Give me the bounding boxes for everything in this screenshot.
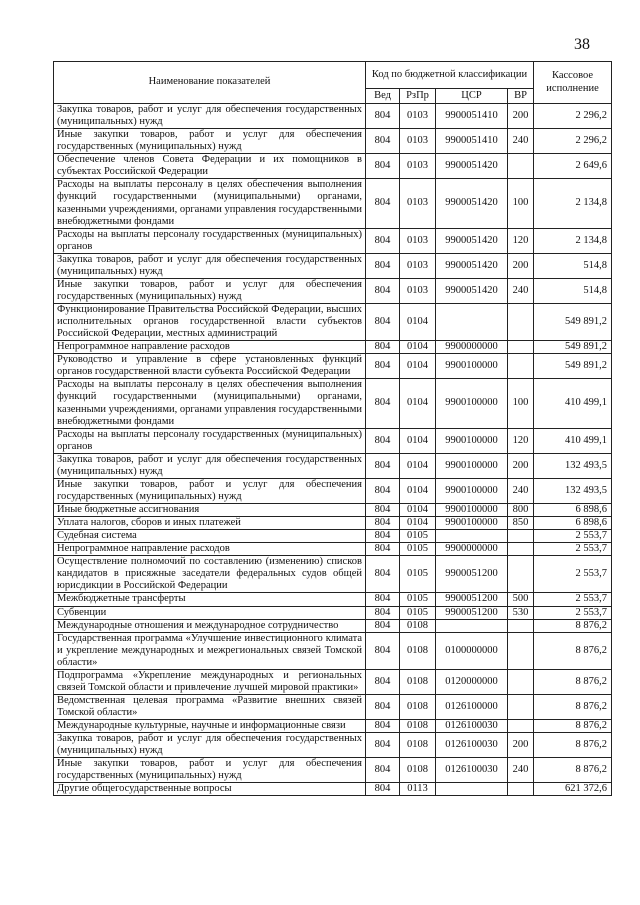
- row-amount: 8 876,2: [534, 669, 612, 694]
- row-name: Закупка товаров, работ и услуг для обеспечения государственных (муниципальных) нужд: [54, 453, 366, 478]
- row-csr: [436, 619, 508, 632]
- row-vr: 240: [508, 758, 534, 783]
- row-name: Иные закупки товаров, работ и услуг для обеспечения государственных (муниципальных) нужд: [54, 758, 366, 783]
- row-amount: 2 553,7: [534, 556, 612, 593]
- row-csr: 9900051200: [436, 556, 508, 593]
- row-ved: 804: [366, 341, 400, 354]
- row-ved: 804: [366, 593, 400, 606]
- row-ved: 804: [366, 453, 400, 478]
- row-csr: 0126100000: [436, 694, 508, 719]
- table-row: [54, 253, 612, 278]
- row-ved: 804: [366, 669, 400, 694]
- row-rzpr: 0103: [400, 154, 436, 179]
- row-amount: 514,8: [534, 253, 612, 278]
- row-csr: 9900051410: [436, 129, 508, 154]
- row-amount: 8 876,2: [534, 733, 612, 758]
- row-vr: 240: [508, 129, 534, 154]
- row-csr: 9900100000: [436, 478, 508, 503]
- row-name: Межбюджетные трансферты: [54, 593, 366, 606]
- row-ved: 804: [366, 354, 400, 379]
- row-csr: 9900100000: [436, 517, 508, 530]
- row-name: Закупка товаров, работ и услуг для обеспечения государственных (муниципальных) нужд: [54, 104, 366, 129]
- row-name: Ведомственная целевая программа «Развитие внешних связей Томской области»: [54, 694, 366, 719]
- row-name: Иные закупки товаров, работ и услуг для обеспечения государственных (муниципальных) нужд: [54, 129, 366, 154]
- row-csr: 9900051200: [436, 593, 508, 606]
- row-amount: 6 898,6: [534, 517, 612, 530]
- row-rzpr: 0105: [400, 593, 436, 606]
- table-row: [54, 632, 612, 669]
- table-row: [54, 154, 612, 179]
- row-csr: 9900051410: [436, 104, 508, 129]
- row-ved: 804: [366, 783, 400, 796]
- table-row: [54, 179, 612, 228]
- row-csr: 9900051420: [436, 278, 508, 303]
- row-csr: 9900000000: [436, 543, 508, 556]
- row-vr: [508, 341, 534, 354]
- row-amount: 2 296,2: [534, 104, 612, 129]
- row-ved: 804: [366, 304, 400, 341]
- row-rzpr: 0108: [400, 733, 436, 758]
- row-vr: 100: [508, 179, 534, 228]
- row-amount: 2 553,7: [534, 530, 612, 543]
- row-rzpr: 0105: [400, 556, 436, 593]
- row-vr: [508, 530, 534, 543]
- row-rzpr: 0108: [400, 619, 436, 632]
- row-ved: 804: [366, 278, 400, 303]
- row-vr: 240: [508, 478, 534, 503]
- row-amount: 132 493,5: [534, 453, 612, 478]
- row-vr: 100: [508, 379, 534, 428]
- row-csr: 9900100000: [436, 354, 508, 379]
- row-amount: 2 553,7: [534, 593, 612, 606]
- row-name: Функционирование Правительства Российской Федерации, высших исполнительных органов государственной власти субъектов Российской Федерации, местных администраций: [54, 304, 366, 341]
- row-ved: 804: [366, 428, 400, 453]
- table-row: [54, 619, 612, 632]
- row-csr: 9900051420: [436, 154, 508, 179]
- table-row: [54, 733, 612, 758]
- row-vr: [508, 783, 534, 796]
- row-vr: 120: [508, 428, 534, 453]
- header-vr: ВР: [508, 89, 534, 104]
- row-ved: 804: [366, 543, 400, 556]
- row-ved: 804: [366, 733, 400, 758]
- row-ved: 804: [366, 253, 400, 278]
- table-row: [54, 720, 612, 733]
- row-ved: 804: [366, 478, 400, 503]
- row-ved: 804: [366, 720, 400, 733]
- row-ved: 804: [366, 104, 400, 129]
- row-vr: 240: [508, 278, 534, 303]
- row-vr: 200: [508, 104, 534, 129]
- table-row: [54, 379, 612, 428]
- row-rzpr: 0103: [400, 278, 436, 303]
- budget-table: [53, 61, 612, 796]
- row-csr: [436, 783, 508, 796]
- row-amount: 621 372,6: [534, 783, 612, 796]
- row-ved: 804: [366, 619, 400, 632]
- row-rzpr: 0113: [400, 783, 436, 796]
- row-vr: [508, 543, 534, 556]
- table-row: [54, 453, 612, 478]
- row-csr: 0126100030: [436, 720, 508, 733]
- row-rzpr: 0104: [400, 453, 436, 478]
- header-ved: Вед: [366, 89, 400, 104]
- row-rzpr: 0108: [400, 694, 436, 719]
- row-vr: [508, 304, 534, 341]
- row-ved: 804: [366, 379, 400, 428]
- row-amount: 8 876,2: [534, 694, 612, 719]
- row-name: Обеспечение членов Совета Федерации и их помощников в субъектах Российской Федерации: [54, 154, 366, 179]
- row-vr: [508, 619, 534, 632]
- row-csr: [436, 530, 508, 543]
- row-rzpr: 0105: [400, 606, 436, 619]
- row-amount: 6 898,6: [534, 504, 612, 517]
- table-row: [54, 530, 612, 543]
- row-vr: [508, 556, 534, 593]
- row-ved: 804: [366, 530, 400, 543]
- header-rzpr: РзПр: [400, 89, 436, 104]
- row-amount: 410 499,1: [534, 379, 612, 428]
- row-vr: 200: [508, 453, 534, 478]
- row-name: Закупка товаров, работ и услуг для обеспечения государственных (муниципальных) нужд: [54, 733, 366, 758]
- row-csr: 9900100000: [436, 379, 508, 428]
- row-csr: 9900000000: [436, 341, 508, 354]
- row-name: Расходы на выплаты персоналу в целях обеспечения выполнения функций государственными (муниципальными) органами, казенными учреждениями, органами управления государственными внебюджетными фондами: [54, 179, 366, 228]
- row-amount: 8 876,2: [534, 758, 612, 783]
- row-amount: 2 649,6: [534, 154, 612, 179]
- row-rzpr: 0103: [400, 104, 436, 129]
- row-name: Международные культурные, научные и информационные связи: [54, 720, 366, 733]
- row-name: Иные бюджетные ассигнования: [54, 504, 366, 517]
- header-name: Наименование показателей: [54, 62, 366, 104]
- row-csr: [436, 304, 508, 341]
- row-amount: 132 493,5: [534, 478, 612, 503]
- row-amount: 549 891,2: [534, 304, 612, 341]
- row-name: Подпрограмма «Укрепление международных и региональных связей Томской области и привлечение лучшей мировой практики»: [54, 669, 366, 694]
- table-row: [54, 341, 612, 354]
- row-ved: 804: [366, 556, 400, 593]
- row-ved: 804: [366, 504, 400, 517]
- row-csr: 9900051420: [436, 253, 508, 278]
- table-row: [54, 543, 612, 556]
- row-rzpr: 0104: [400, 354, 436, 379]
- row-vr: [508, 720, 534, 733]
- row-csr: 0120000000: [436, 669, 508, 694]
- table-row: [54, 504, 612, 517]
- header-csr: ЦСР: [436, 89, 508, 104]
- table-row: [54, 593, 612, 606]
- row-csr: 0126100030: [436, 758, 508, 783]
- table-row: [54, 783, 612, 796]
- row-ved: 804: [366, 154, 400, 179]
- row-csr: 9900051420: [436, 228, 508, 253]
- row-amount: 410 499,1: [534, 428, 612, 453]
- row-name: Руководство и управление в сфере установленных функций органов государственной власти субъекта Российской Федерации: [54, 354, 366, 379]
- row-rzpr: 0108: [400, 720, 436, 733]
- table-row: [54, 354, 612, 379]
- row-amount: 8 876,2: [534, 720, 612, 733]
- table-row: [54, 694, 612, 719]
- row-rzpr: 0105: [400, 543, 436, 556]
- row-rzpr: 0108: [400, 758, 436, 783]
- header-execution: Кассовое исполнение: [534, 62, 612, 104]
- row-amount: 549 891,2: [534, 354, 612, 379]
- row-amount: 2 134,8: [534, 228, 612, 253]
- row-rzpr: 0103: [400, 253, 436, 278]
- row-vr: [508, 632, 534, 669]
- row-amount: 8 876,2: [534, 619, 612, 632]
- row-rzpr: 0103: [400, 129, 436, 154]
- row-amount: 2 553,7: [534, 543, 612, 556]
- table-row: [54, 606, 612, 619]
- row-name: Иные закупки товаров, работ и услуг для обеспечения государственных (муниципальных) нужд: [54, 478, 366, 503]
- table-row: [54, 669, 612, 694]
- header-code-group: Код по бюджетной классификации: [366, 62, 534, 89]
- row-ved: 804: [366, 179, 400, 228]
- row-amount: 549 891,2: [534, 341, 612, 354]
- row-amount: 2 296,2: [534, 129, 612, 154]
- row-rzpr: 0104: [400, 341, 436, 354]
- table-row: [54, 478, 612, 503]
- row-rzpr: 0108: [400, 632, 436, 669]
- row-name: Судебная система: [54, 530, 366, 543]
- row-vr: [508, 154, 534, 179]
- table-row: [54, 228, 612, 253]
- row-vr: [508, 354, 534, 379]
- row-csr: 9900051420: [436, 179, 508, 228]
- row-rzpr: 0104: [400, 517, 436, 530]
- row-rzpr: 0104: [400, 478, 436, 503]
- table-row: [54, 129, 612, 154]
- row-name: Расходы на выплаты персоналу государственных (муниципальных) органов: [54, 428, 366, 453]
- row-name: Уплата налогов, сборов и иных платежей: [54, 517, 366, 530]
- row-ved: 804: [366, 228, 400, 253]
- row-vr: 200: [508, 733, 534, 758]
- row-name: Расходы на выплаты персоналу в целях обеспечения выполнения функций государственными (муниципальными) органами, казенными учреждениями, органами управления государственными внебюджетными фондами: [54, 379, 366, 428]
- row-name: Непрограммное направление расходов: [54, 543, 366, 556]
- row-amount: 2 553,7: [534, 606, 612, 619]
- row-rzpr: 0108: [400, 669, 436, 694]
- table-row: [54, 278, 612, 303]
- row-csr: 0126100030: [436, 733, 508, 758]
- table-row: [54, 104, 612, 129]
- row-rzpr: 0103: [400, 228, 436, 253]
- row-name: Другие общегосударственные вопросы: [54, 783, 366, 796]
- row-rzpr: 0104: [400, 428, 436, 453]
- row-ved: 804: [366, 632, 400, 669]
- row-ved: 804: [366, 606, 400, 619]
- row-amount: 2 134,8: [534, 179, 612, 228]
- row-vr: 530: [508, 606, 534, 619]
- row-name: Международные отношения и международное сотрудничество: [54, 619, 366, 632]
- row-vr: [508, 694, 534, 719]
- table-row: [54, 428, 612, 453]
- row-name: Непрограммное направление расходов: [54, 341, 366, 354]
- table-row: [54, 517, 612, 530]
- row-rzpr: 0104: [400, 379, 436, 428]
- row-amount: 514,8: [534, 278, 612, 303]
- row-vr: 800: [508, 504, 534, 517]
- row-ved: 804: [366, 694, 400, 719]
- row-name: Субвенции: [54, 606, 366, 619]
- row-ved: 804: [366, 129, 400, 154]
- row-ved: 804: [366, 758, 400, 783]
- table-row: [54, 758, 612, 783]
- row-csr: 9900100000: [436, 428, 508, 453]
- row-rzpr: 0104: [400, 304, 436, 341]
- row-name: Осуществление полномочий по составлению (изменению) списков кандидатов в присяжные заседатели федеральных судов общей юрисдикции в Российской Федерации: [54, 556, 366, 593]
- row-vr: 500: [508, 593, 534, 606]
- row-name: Государственная программа «Улучшение инвестиционного климата и укрепление международных и межрегиональных связей Томской области»: [54, 632, 366, 669]
- table-row: [54, 304, 612, 341]
- row-csr: 9900100000: [436, 453, 508, 478]
- table-row: [54, 556, 612, 593]
- row-name: Закупка товаров, работ и услуг для обеспечения государственных (муниципальных) нужд: [54, 253, 366, 278]
- row-rzpr: 0104: [400, 504, 436, 517]
- row-ved: 804: [366, 517, 400, 530]
- row-rzpr: 0103: [400, 179, 436, 228]
- row-rzpr: 0105: [400, 530, 436, 543]
- row-vr: 120: [508, 228, 534, 253]
- row-vr: 200: [508, 253, 534, 278]
- row-vr: [508, 669, 534, 694]
- page-number: 38: [574, 36, 590, 53]
- row-vr: 850: [508, 517, 534, 530]
- row-name: Иные закупки товаров, работ и услуг для обеспечения государственных (муниципальных) нужд: [54, 278, 366, 303]
- row-csr: 9900100000: [436, 504, 508, 517]
- row-csr: 0100000000: [436, 632, 508, 669]
- row-csr: 9900051200: [436, 606, 508, 619]
- row-name: Расходы на выплаты персоналу государственных (муниципальных) органов: [54, 228, 366, 253]
- row-amount: 8 876,2: [534, 632, 612, 669]
